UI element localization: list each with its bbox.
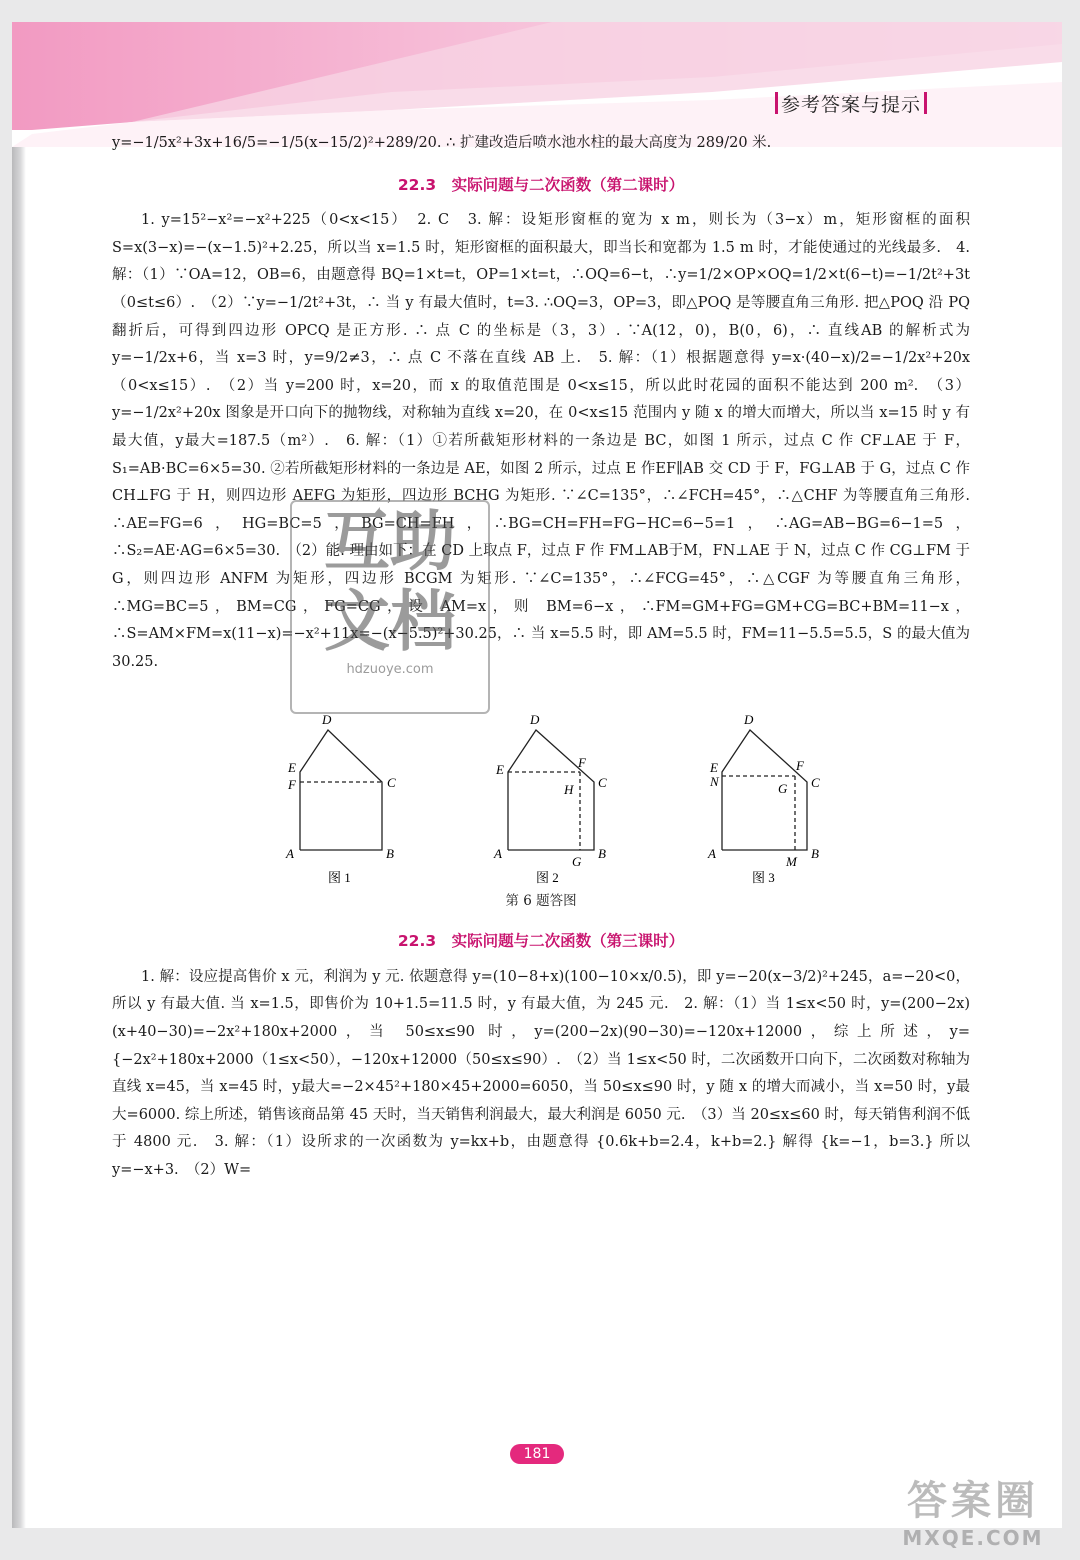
book-spine-shadow — [12, 22, 26, 1528]
header-bar-left — [775, 92, 778, 114]
fig2-point-a: A — [494, 846, 502, 862]
watermark-char: 档 — [390, 583, 456, 660]
fig1-point-d: D — [322, 712, 332, 728]
header-title-text: 参考答案与提示 — [781, 93, 922, 116]
header-bar-right — [924, 92, 927, 114]
fig2-point-g: G — [572, 854, 582, 870]
figure-caption: 第 6 题答图 — [505, 893, 577, 910]
fig1-point-c: C — [387, 775, 396, 791]
header-title — [772, 88, 930, 118]
fig2-point-b: B — [598, 846, 606, 862]
header-banner — [12, 22, 1062, 147]
figure-2 — [508, 730, 594, 850]
section-2-paragraph: 1. y=15²−x²=−x²+225（0<x<15） 2. C 3. 解：设矩形窗框的宽为 x m，则长为（3−x）m，矩形窗框的面积 S=x(3−x)=−(x−1.5)²+2.25，所以当 x=1.5 时，矩形窗框的面积最大，即当长和宽都为 1.5 m 时，才能使通过的光线最多. 4. 解：（1）∵OA=12，OB=6，由题意得 BQ=1×t=t，OP=1×t=t，∴OQ=6−t，∴y=1/2×OP×OQ=1/2×t(6−t)=−1/2t²+3t（0≤t≤6）. （2）∵y=−1/2t²+3t，∴ 当 y 有最大值时，t=3. ∴OQ=3，OP=3，即△POQ 是等腰直角三角形. 把△POQ 沿 PQ 翻折后，可得到四边形 OPCQ 是正方形. ∴ 点 C 的坐标是（3，3）. ∵A(12，0)，B(0，6)，∴ 直线AB 的解析式为 y=−1/2x+6，当 x=3 时，y=9/2≠3，∴ 点 C 不落在直线 AB 上. 5. 解：（1）根据题意得 y=x·(40−x)/2=−1/2x²+20x（0<x≤15）. （2）当 y=200 时，x=20，而 x 的取值范围是 0<x≤15，所以此时花园的面积不能达到 200 m². （3）y=−1/2x²+20x 图象是开口向下的抛物线，对称轴为直线 x=20，在 0<x≤15 范围内 y 随 x 的增大而增大，所以当 x=15 时 y 有最大值，y最大=187.5（m²）. 6. 解：（1）①若所截矩形材料的一条边是 BC，如图 1 所示，过点 C 作 CF⊥AE 于 F，S₁=AB·BC=6×5=30. ②若所截矩形材料的一条边是 AE，如图 2 所示，过点 E 作EF∥AB 交 CD 于 F，FG⊥AB 于 G，过点 C 作 CH⊥FG 于 H，则四边形 AEFG 为矩形，四边形 BCHG 为矩形. ∵∠C=135°，∴∠FCH=45°，∴△CHF 为等腰直角三角形. ∴AE=FG=6，HG=BC=5，BG=CH=FH，∴BG=CH=FH=FG−HC=6−5=1，∴AG=AB−BG=6−1=5，∴S₂=AE·AG=6×5=30. （2）能. 理由如下：在 CD 上取点 F，过点 F 作 FM⊥AB于M，FN⊥AE 于 N，过点 C 作 CG⊥FM 于 G，则四边形 ANFM 为矩形，四边形 BCGM 为矩形. ∵∠C=135°，∴∠FCG=45°，∴△CGF 为等腰直角三角形，∴MG=BC=5，BM=CG，FG=CG，设 AM=x，则 BM=6−x，∴FM=GM+FG=GM+CG=BC+BM=11−x，∴S=AM×FM=x(11−x)=−x²+11x=−(x−5.5)²+30.25，∴ 当 x=5.5 时，即 AM=5.5 时，FM=11−5.5=5.5，S 的最大值为 30.25. — [112, 212, 970, 670]
fig2-point-c: C — [598, 775, 607, 791]
fig2-point-h: H — [564, 782, 574, 798]
fig3-point-f: F — [796, 758, 804, 774]
fig2-point-d: D — [530, 712, 540, 728]
fig2-label: 图 2 — [536, 870, 559, 886]
watermark-char: 文 — [324, 583, 390, 660]
fig1-point-b: B — [386, 846, 394, 862]
figure-1 — [300, 730, 382, 850]
fig3-point-c: C — [811, 775, 820, 791]
watermark-char: 助 — [390, 503, 456, 580]
corner-logo-text: 答案圈 — [907, 1478, 1039, 1524]
section-3-paragraph: 1. 解：设应提高售价 x 元，利润为 y 元. 依题意得 y=(10−8+x)(100−10×x/0.5)，即 y=−20(x−3/2)²+245，a=−20<0，所以 y 有最大值. 当 x=1.5，即售价为 10+1.5=11.5 时，y 有最大值，为 245 元. 2. 解：（1）当 1≤x<50 时，y=(200−2x)(x+40−30)=−2x²+180x+2000，当 50≤x≤90 时，y=(200−2x)(90−30)=−120x+12000，综上所述，y={−2x²+180x+2000（1≤x<50），−120x+12000（50≤x≤90）. （2）当 1≤x<50 时，二次函数开口向下，二次函数对称轴为直线 x=45，当 x=45 时，y最大=−2×45²+180×45+2000=6050，当 50≤x≤90 时，y 随 x 的增大而减小，当 x=50 时，y最大=6000. 综上所述，销售该商品第 45 天时，当天销售利润最大，最大利润是 6050 元. （3）当 20≤x≤60 时，每天销售利润不低于 4800 元. 3. 解：（1）设所求的一次函数为 y=kx+b，由题意得 {0.6k+b=2.4，k+b=2.} 解得 {k=−1，b=3.} 所以 y=−x+3. （2）W= — [112, 968, 970, 1179]
content-body — [112, 130, 970, 1185]
page-number-badge: 181 — [510, 1444, 564, 1464]
fig3-point-b: B — [811, 846, 819, 862]
fig3-point-d: D — [744, 712, 754, 728]
section-title-3: 22.3 实际问题与二次函数（第三课时） — [397, 932, 685, 951]
document-page — [12, 22, 1062, 1528]
fig1-label: 图 1 — [328, 870, 351, 886]
corner-logo-watermark — [878, 1469, 1068, 1550]
watermark-chars — [292, 502, 488, 662]
fig3-point-n: N — [710, 774, 719, 790]
fig3-point-e: E — [710, 760, 718, 776]
figure-3 — [722, 730, 807, 850]
watermark-char: 互 — [324, 503, 390, 580]
watermark-url: hdzuoye.com — [346, 662, 434, 677]
figure-group — [112, 690, 970, 914]
fig3-point-g: G — [778, 781, 788, 797]
fig3-point-a: A — [708, 846, 716, 862]
watermark-stamp — [290, 500, 490, 714]
corner-logo-url: MXQE.COM — [902, 1526, 1044, 1550]
section-title-2: 22.3 实际问题与二次函数（第二课时） — [397, 175, 685, 194]
fig2-point-e: E — [496, 762, 504, 778]
fig1-point-e: E — [288, 760, 296, 776]
fig3-point-m: M — [786, 854, 797, 870]
fig3-label: 图 3 — [752, 870, 775, 886]
figure-drawings — [112, 690, 970, 890]
fig1-point-f: F — [288, 777, 296, 793]
fig2-point-f: F — [578, 755, 586, 771]
intro-paragraph: y=−1/5x²+3x+16/5=−1/5(x−15/2)²+289/20. ∴ 扩建改造后喷水池水柱的最大高度为 289/20 米. — [112, 135, 772, 151]
fig1-point-a: A — [286, 846, 294, 862]
